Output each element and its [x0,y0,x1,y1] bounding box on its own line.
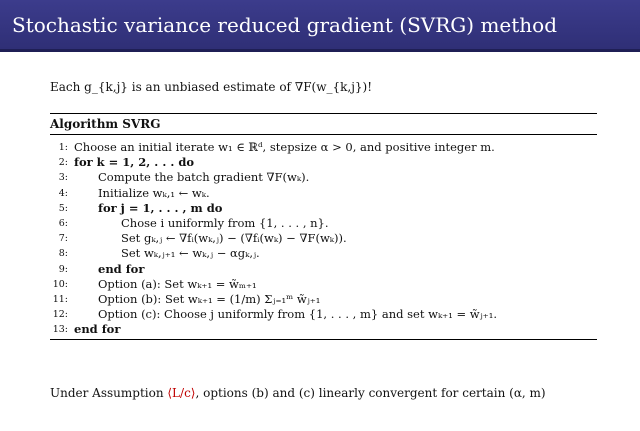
line-text: for j = 1, . . . , m do [98,200,223,215]
line-number: 6: [58,217,68,229]
conclusion-text [50,386,546,400]
algorithm-line [50,292,597,307]
line-text: Option (c): Choose j uniformly from {1, . . . , m} and set wₖ₊₁ = w̃ⱼ₊₁. [98,307,498,322]
slide-header [0,0,640,52]
slide-title: Stochastic variance reduced gradient (SVRG) method [12,13,557,37]
line-text: Set gₖ,ⱼ ← ∇fᵢ(wₖ,ⱼ) − (∇fᵢ(wₖ) − ∇F(wₖ)). [121,231,347,246]
line-number: 4: [58,187,68,199]
line-number: 10: [52,278,68,290]
line-text: Option (b): Set wₖ₊₁ = (1/m) Σⱼ₌₁ᵐ w̃ⱼ₊₁ [98,291,321,306]
line-text: Choose an initial iterate w₁ ∈ ℝᵈ, stepsize α > 0, and positive integer m. [74,140,495,154]
algorithm-line [50,322,597,337]
line-text: Chose i uniformly from {1, . . . , n}. [121,215,329,230]
algorithm-line [50,140,597,155]
algorithm-line [50,155,597,170]
algorithm-line [50,262,597,277]
algorithm-line [50,216,597,231]
algorithm-line [50,201,597,216]
line-number: 11: [52,293,68,305]
algorithm-title: Algorithm SVRG [50,117,161,131]
line-text: Set wₖ,ⱼ₊₁ ← wₖ,ⱼ − αgₖ,ⱼ. [121,246,260,261]
line-text: Compute the batch gradient ∇F(wₖ). [98,170,310,185]
algorithm-line [50,277,597,292]
line-number: 7: [58,233,68,245]
algorithm-box [50,113,597,340]
line-number: 1: [58,142,68,153]
line-number: 9: [58,263,68,275]
line-number: 2: [58,157,68,169]
assumption-link[interactable]: ⟨L/c⟩ [167,386,196,400]
line-number: 13: [52,324,68,336]
intro-text: Each g_{k,j} is an unbiased estimate of ∇F(w_{k,j})! [50,80,373,94]
algorithm-bottom-rule [50,339,597,340]
line-text: end for [74,322,121,337]
line-text: end for [98,261,145,276]
algorithm-line [50,231,597,246]
conclusion-prefix: Under Assumption [50,386,168,400]
algorithm-line [50,246,597,261]
algorithm-line [50,186,597,201]
algorithm-lines [50,135,597,339]
algorithm-line [50,307,597,322]
line-number: 3: [58,172,68,184]
line-number: 12: [52,309,68,321]
line-text: for k = 1, 2, . . . do [74,155,195,170]
line-text: Option (a): Set wₖ₊₁ = w̃ₘ₊₁ [98,276,257,291]
line-number: 5: [58,202,68,214]
line-number: 8: [58,248,68,260]
conclusion-suffix: , options (b) and (c) linearly convergent for certain (α, m) [195,386,546,400]
line-text: Initialize wₖ,₁ ← wₖ. [98,185,210,200]
algorithm-line [50,170,597,185]
